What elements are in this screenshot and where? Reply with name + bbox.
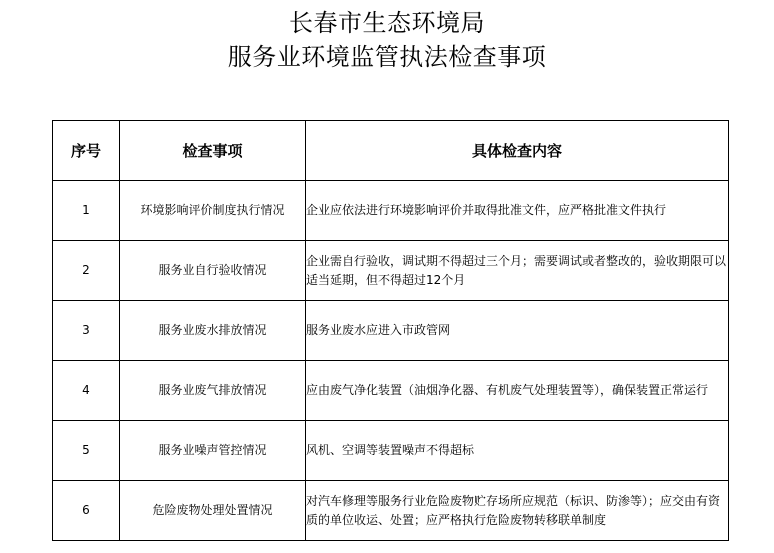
table-row <box>53 481 729 541</box>
title-line-2: 服务业环境监管执法检查事项 <box>227 43 547 71</box>
row-detail: 服务业废水应进入市政管网 <box>306 301 729 361</box>
row-number: 3 <box>53 301 120 361</box>
row-detail: 应由废气净化装置（油烟净化器、有机废气处理装置等），确保装置正常运行 <box>306 361 729 421</box>
inspection-table <box>52 120 729 541</box>
row-item: 环境影响评价制度执行情况 <box>120 181 306 241</box>
header-number: 序号 <box>53 121 120 181</box>
row-item: 服务业自行验收情况 <box>120 241 306 301</box>
row-item: 服务业噪声管控情况 <box>120 421 306 481</box>
row-detail: 企业应依法进行环境影响评价并取得批准文件，应严格批准文件执行 <box>306 181 729 241</box>
table-row <box>53 421 729 481</box>
row-number: 4 <box>53 361 120 421</box>
table-row <box>53 361 729 421</box>
row-detail: 风机、空调等装置噪声不得超标 <box>306 421 729 481</box>
row-number: 5 <box>53 421 120 481</box>
header-item: 检查事项 <box>120 121 306 181</box>
table-header-row <box>53 121 729 181</box>
document-title <box>0 6 774 74</box>
title-line-1: 长春市生态环境局 <box>289 9 485 37</box>
header-detail: 具体检查内容 <box>306 121 729 181</box>
table-row <box>53 301 729 361</box>
row-detail: 企业需自行验收，调试期不得超过三个月；需要调试或者整改的，验收期限可以适当延期，但不得超过12个月 <box>306 241 729 301</box>
table-row <box>53 241 729 301</box>
row-number: 6 <box>53 481 120 541</box>
row-number: 1 <box>53 181 120 241</box>
row-number: 2 <box>53 241 120 301</box>
table-row <box>53 181 729 241</box>
row-detail: 对汽车修理等服务行业危险废物贮存场所应规范（标识、防渗等）；应交由有资质的单位收运、处置；应严格执行危险废物转移联单制度 <box>306 481 729 541</box>
row-item: 服务业废气排放情况 <box>120 361 306 421</box>
row-item: 危险废物处理处置情况 <box>120 481 306 541</box>
row-item: 服务业废水排放情况 <box>120 301 306 361</box>
